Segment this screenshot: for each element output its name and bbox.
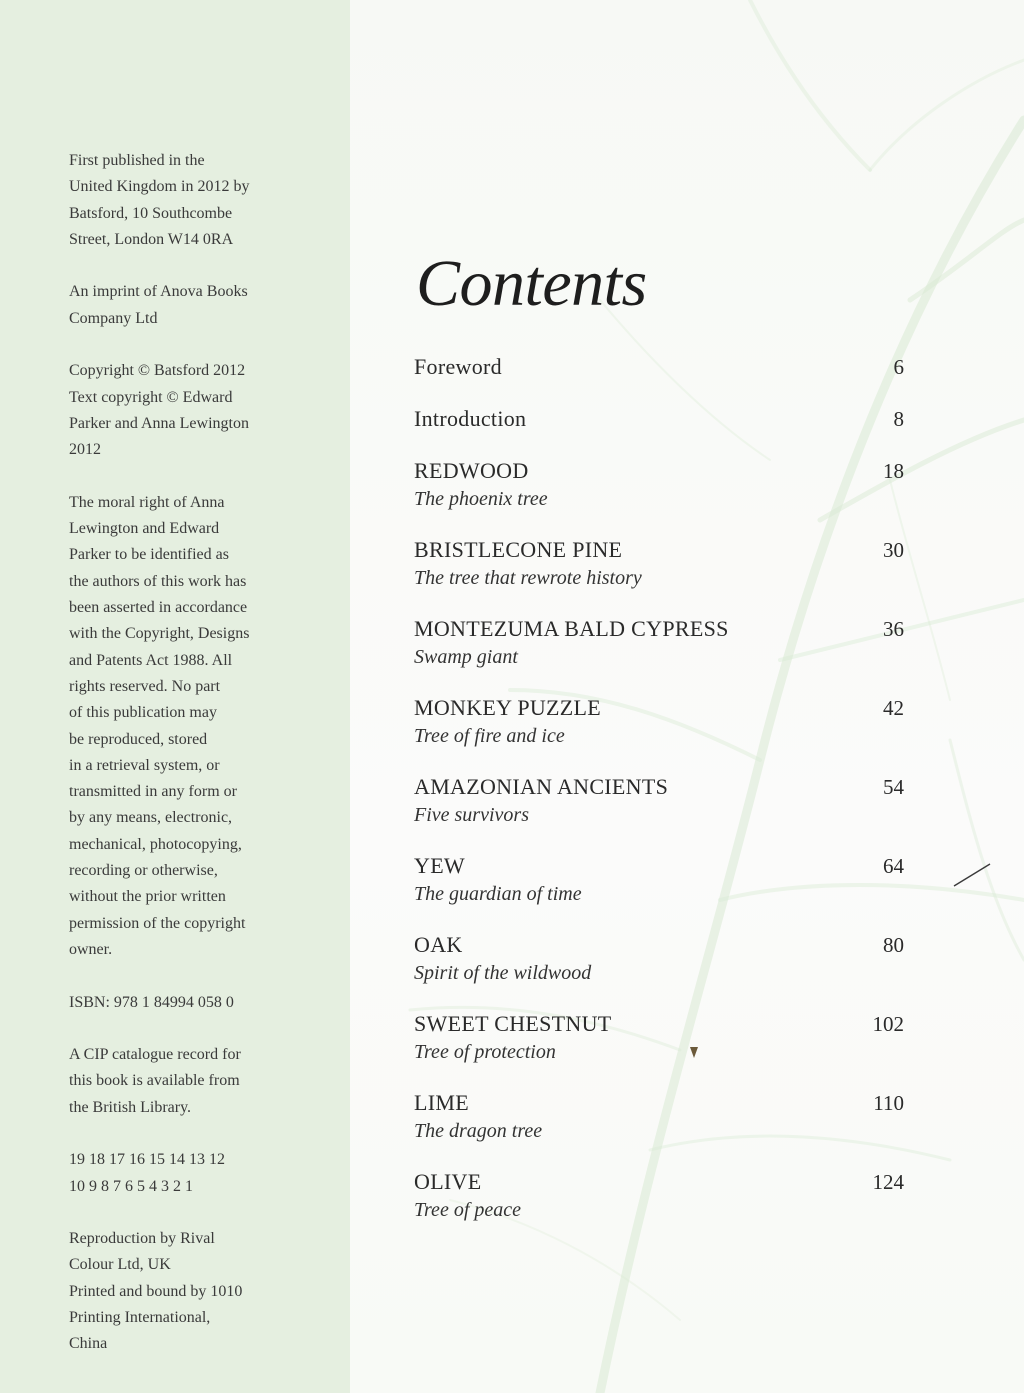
toc-entry	[414, 404, 914, 456]
toc-entry	[414, 851, 914, 930]
toc-entry-title: LIME	[414, 1090, 469, 1115]
toc-entry-subtitle: The guardian of time	[414, 883, 582, 905]
toc-entry-title: BRISTLECONE PINE	[414, 537, 623, 562]
toc-entry-page-number: 36	[883, 617, 904, 641]
imprint-paragraph: An imprint of Anova Books Company Ltd	[69, 283, 248, 327]
toc-entry	[414, 693, 914, 772]
toc-entry-page-number: 64	[883, 854, 904, 878]
toc-entry	[414, 456, 914, 535]
toc-entry-title: Introduction	[414, 406, 527, 431]
toc-entry	[414, 535, 914, 614]
imprint-paragraph: ISBN: 978 1 84994 058 0	[69, 993, 234, 1011]
table-of-contents	[414, 352, 914, 1246]
toc-entry-title: Foreword	[414, 354, 502, 379]
page-title: Contents	[416, 247, 647, 320]
toc-entry-page-number: 124	[872, 1170, 904, 1194]
imprint-paragraph: Copyright © Batsford 2012 Text copyright © Edward Parker and Anna Lewington 2012	[69, 362, 249, 459]
toc-entry	[414, 614, 914, 693]
toc-entry	[414, 1088, 914, 1167]
toc-entry-subtitle: The tree that rewrote history	[414, 567, 642, 589]
imprint-paragraph: First published in the United Kingdom in 2012 by Batsford, 10 Southcombe Street, London W14 0RA	[69, 152, 250, 248]
toc-entry-subtitle: Swamp giant	[414, 646, 518, 668]
toc-entry	[414, 1167, 914, 1246]
toc-entry-title: REDWOOD	[414, 458, 529, 483]
toc-entry-page-number: 42	[883, 696, 904, 720]
toc-entry-page-number: 30	[883, 538, 904, 562]
toc-entry-subtitle: The phoenix tree	[414, 488, 548, 510]
toc-entry-title: MONTEZUMA BALD CYPRESS	[414, 616, 729, 641]
toc-entry-page-number: 8	[893, 407, 904, 431]
imprint-text	[69, 148, 314, 1384]
toc-entry-page-number: 18	[883, 459, 904, 483]
imprint-paragraph: A CIP catalogue record for this book is available from the British Library.	[69, 1046, 241, 1116]
toc-entry-title: MONKEY PUZZLE	[414, 695, 602, 720]
toc-entry	[414, 772, 914, 851]
toc-entry-title: SWEET CHESTNUT	[414, 1011, 612, 1036]
toc-entry-subtitle: Five survivors	[414, 804, 529, 826]
toc-entry-title: OAK	[414, 932, 463, 957]
toc-entry-title: AMAZONIAN ANCIENTS	[414, 774, 669, 799]
toc-entry-subtitle: Tree of fire and ice	[414, 725, 565, 747]
imprint-paragraph: The moral right of Anna Lewington and Edward Parker to be identified as the authors of this work has been asserted in accordance with the Copyright, Designs and Patents Act 1988. All rights reserved. No part of this publication may be reproduced, stored in a retrieval system, or transmitted in any form or by any means, electronic, mechanical, photocopying, recording or otherwise, without the prior written permission of the copyright owner.	[69, 493, 250, 958]
toc-entry	[414, 930, 914, 1009]
toc-entry-title: OLIVE	[414, 1169, 482, 1194]
imprint-paragraph: Reproduction by Rival Colour Ltd, UK Printed and bound by 1010 Printing International, China	[69, 1230, 243, 1353]
toc-entry-subtitle: The dragon tree	[414, 1120, 543, 1142]
toc-entry-subtitle: Tree of protection	[414, 1041, 556, 1063]
toc-entry-page-number: 6	[893, 355, 904, 379]
toc-entry-page-number: 80	[883, 933, 904, 957]
toc-entry-page-number: 110	[873, 1091, 904, 1115]
toc-entry-page-number: 54	[883, 775, 904, 799]
toc-entry-page-number: 102	[872, 1012, 904, 1036]
toc-entry-title: YEW	[414, 853, 465, 878]
toc-entry	[414, 1009, 914, 1088]
imprint-paragraph: 19 18 17 16 15 14 13 12 10 9 8 7 6 5 4 3 2 1	[69, 1151, 225, 1195]
speck-mark	[689, 1045, 699, 1059]
toc-entry-subtitle: Spirit of the wildwood	[414, 962, 592, 984]
toc-entry	[414, 352, 914, 404]
toc-entry-subtitle: Tree of peace	[414, 1199, 522, 1221]
pen-stroke-mark	[952, 862, 992, 888]
